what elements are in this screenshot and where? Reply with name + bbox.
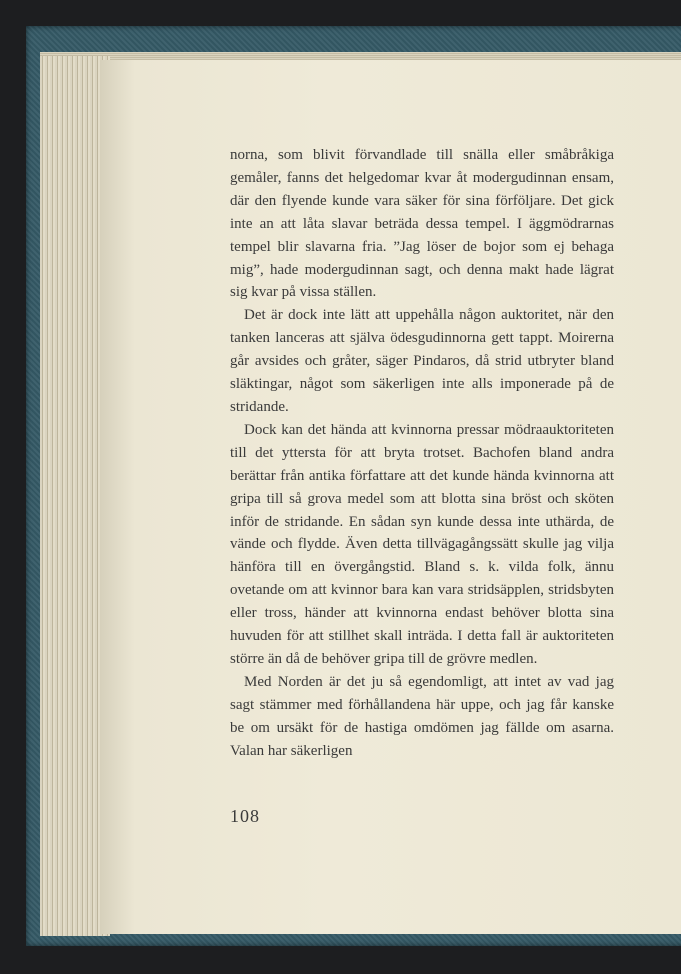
body-text	[230, 144, 614, 762]
page-number: 108	[230, 806, 260, 826]
paragraph: Dock kan det hända att kvinnorna pressar mödraauktoriteten till det yttersta för att bryta trotset. Bachofen bland andra berättar från antika författare att det kunde hända kvinnorna att gripa till så grova medel som att blotta sina bröst och sköten inför de stridande. En sådan syn kunde dessa inte uthärda, de vände och flydde. Även detta tillvägagångssätt skulle jag vilja hänföra till en övergångstid. Bland s. k. vilda folk, ännu ovetande om att kvinnor bara kan vara stridsäpplen, stridsbyten eller tross, händer att kvinnorna endast behöver blotta sina huvuden för att stillhet skall inträda. I detta fall är auktoriteten större än då de behöver gripa till de grövre medlen.	[230, 421, 614, 667]
paragraph: norna, som blivit förvandlade till snälla eller småbråkiga gemåler, fanns det helgedomar kvar åt modergudinnan ensam, där den flyende kunde vara säker för sina förföljare. Det gick inte an att låta slavar beträda dessa tempel. I äggmödrarnas tempel blir slavarna fria. ”Jag löser de bojor som ej behaga mig”, hade modergudinnan sagt, och denna makt hade lägrat sig kvar på vissa ställen.	[230, 147, 614, 301]
paragraph: Med Norden är det ju så egendomligt, att intet av vad jag sagt stämmer med förhållandena här uppe, och jag får kanske be om ursäkt för de hastiga omdömen jag fällde om asarna. Valan har säkerligen	[230, 673, 614, 759]
paragraph: Det är dock inte lätt att uppehålla någon auktoritet, när den tanken lanceras att själva ödesgudinnorna gett tappt. Moirerna går avsides och gråter, säger Pindaros, då strid utbryter bland släktingar, något som säkerligen inte alls imponerade på de stridande.	[230, 307, 614, 415]
